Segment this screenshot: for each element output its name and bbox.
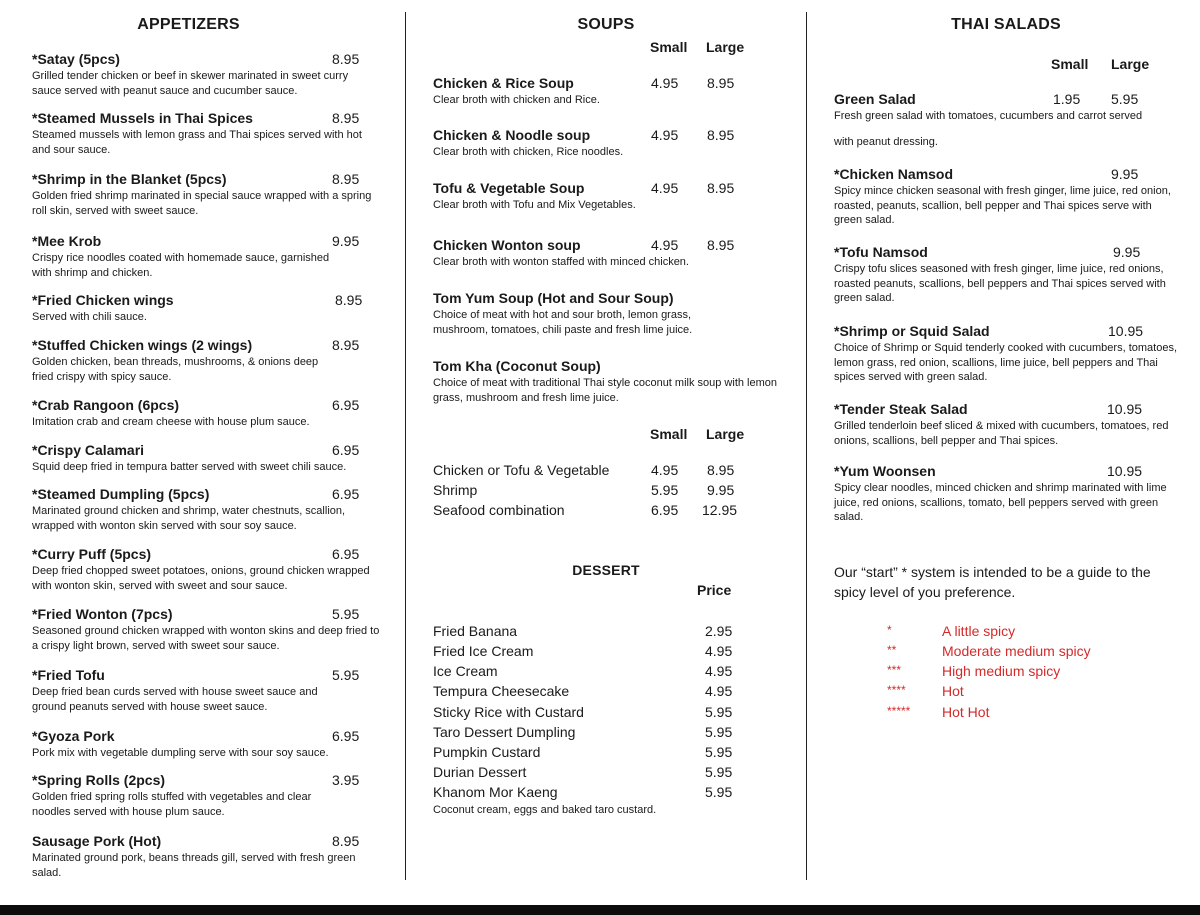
item-description: Choice of Shrimp or Squid tenderly cooked with cucumbers, tomatoes, lemon grass, red onion, scallions, lime juice, bell peppers and Thai spices served with green salad.	[834, 342, 1177, 383]
item-description: Grilled tender chicken or beef in skewer marinated in sweet curry sauce served with peanut sauce and cucumber sauce.	[32, 70, 349, 97]
choice-row	[433, 502, 773, 520]
dessert-price: 5.95	[705, 784, 733, 800]
dessert-name: Taro Dessert Dumpling	[433, 724, 576, 740]
item-price: 10.95	[1107, 463, 1143, 479]
soup-item	[433, 358, 793, 405]
item-description: Clear broth with wonton staffed with minced chicken.	[433, 256, 689, 268]
item-price: 6.95	[332, 546, 360, 562]
item-price: 5.95	[332, 606, 360, 622]
item-price-small: 4.95	[651, 127, 679, 143]
appetizer-item	[32, 292, 372, 325]
dessert-heading: DESSERT	[572, 562, 640, 578]
dessert-row	[433, 663, 743, 681]
appetizer-item	[32, 233, 360, 280]
column-divider	[806, 12, 807, 880]
dessert-name: Pumpkin Custard	[433, 744, 541, 760]
item-name: *Shrimp in the Blanket (5pcs)	[32, 171, 227, 187]
choice-row	[433, 462, 773, 480]
soup-item	[433, 127, 793, 160]
appetizer-item	[32, 667, 360, 714]
soups-small-header: Small	[650, 39, 688, 55]
appetizer-item	[32, 442, 392, 475]
item-description: Clear broth with Tofu and Mix Vegetables.	[433, 199, 636, 211]
dessert-name: Sticky Rice with Custard	[433, 704, 584, 720]
item-name: *Mee Krob	[32, 233, 102, 249]
item-name: *Satay (5pcs)	[32, 51, 120, 67]
column-divider	[405, 12, 406, 880]
item-description: Choice of meat with hot and sour broth, lemon grass, mushroom, tomatoes, chili paste and fresh lime juice.	[433, 309, 693, 336]
soup-item	[433, 75, 793, 108]
dessert-name: Tempura Cheesecake	[433, 683, 570, 699]
item-price: 9.95	[332, 233, 360, 249]
dessert-price: 5.95	[705, 764, 733, 780]
choice-price-small: 6.95	[651, 502, 679, 518]
item-price-large: 8.95	[707, 127, 735, 143]
spice-stars: ***	[887, 663, 902, 677]
choice-row	[433, 482, 773, 500]
item-description: Seasoned ground chicken wrapped with wonton skins and deep fried to a crispy light brown, served with sweet sour sauce.	[32, 625, 380, 652]
item-description: Golden fried spring rolls stuffed with vegetables and clear noodles served with house plum sauce.	[32, 791, 312, 818]
item-price-small: 4.95	[651, 180, 679, 196]
item-name: Chicken & Rice Soup	[433, 75, 574, 91]
dessert-row	[433, 643, 743, 661]
salads-heading: THAI SALADS	[951, 16, 1061, 33]
choice-price-large: 12.95	[702, 502, 738, 518]
dessert-price: 5.95	[705, 724, 733, 740]
spice-label: A little spicy	[942, 623, 1016, 639]
item-name: *Crab Rangoon (6pcs)	[32, 397, 180, 413]
item-name: Tom Yum Soup (Hot and Sour Soup)	[433, 290, 674, 306]
item-description: Pork mix with vegetable dumpling serve with sour soy sauce.	[32, 747, 329, 759]
item-name: Tom Kha (Coconut Soup)	[433, 358, 601, 374]
item-price: 6.95	[332, 728, 360, 744]
spice-label: High medium spicy	[942, 663, 1061, 679]
item-description: Fresh green salad with tomatoes, cucumbers and carrot served	[834, 110, 1143, 122]
item-price: 6.95	[332, 397, 360, 413]
item-name: *Yum Woonsen	[834, 463, 936, 479]
soup-item	[433, 290, 743, 337]
item-name: Sausage Pork (Hot)	[32, 833, 162, 849]
item-name: *Spring Rolls (2pcs)	[32, 772, 166, 788]
dessert-row	[433, 623, 743, 641]
salads-small-header: Small	[1051, 56, 1089, 72]
item-price: 8.95	[332, 110, 360, 126]
item-description: Choice of meat with traditional Thai style coconut milk soup with lemon grass, mushroom and fresh lime juice.	[433, 377, 778, 404]
soups-heading: SOUPS	[577, 16, 635, 33]
appetizer-item	[32, 606, 382, 653]
item-name: *Crispy Calamari	[32, 442, 145, 458]
item-description: Marinated ground pork, beans threads gill, served with fresh green salad.	[32, 852, 356, 879]
item-price: 9.95	[1111, 166, 1139, 182]
dessert-name: Fried Ice Cream	[433, 643, 534, 659]
item-price: 8.95	[332, 171, 360, 187]
choice-price-large: 8.95	[707, 462, 735, 478]
dessert-row	[433, 764, 743, 782]
choice-price-small: 5.95	[651, 482, 679, 498]
spice-stars: **	[887, 643, 897, 657]
item-price: 8.95	[332, 337, 360, 353]
dessert-row	[433, 724, 743, 742]
item-price: 9.95	[1113, 244, 1141, 260]
choice-price-large: 9.95	[707, 482, 735, 498]
item-description: Spicy mince chicken seasonal with fresh ginger, lime juice, red onion, roasted, peanuts, scallion, bell pepper and Thai spices serve with green salad.	[834, 185, 1171, 226]
item-description-cont: with peanut dressing.	[834, 135, 938, 148]
item-price-small: 4.95	[651, 75, 679, 91]
salads-large-header: Large	[1111, 56, 1150, 72]
item-price: 5.95	[332, 667, 360, 683]
item-price: 8.95	[335, 292, 363, 308]
appetizer-item	[32, 337, 360, 384]
spice-label: Moderate medium spicy	[942, 643, 1091, 659]
appetizer-item	[32, 486, 382, 533]
dessert-price: 4.95	[705, 683, 733, 699]
choice-name: Shrimp	[433, 482, 478, 498]
item-name: Chicken & Noodle soup	[433, 127, 591, 143]
item-name: *Shrimp or Squid Salad	[834, 323, 990, 339]
item-description: Deep fried bean curds served with house sweet sauce and ground peanuts served with house sweet sauce.	[32, 686, 318, 713]
item-name: *Tender Steak Salad	[834, 401, 968, 417]
appetizer-item	[32, 397, 377, 430]
item-name: *Chicken Namsod	[834, 166, 954, 182]
dessert-row	[433, 744, 743, 762]
item-description: Squid deep fried in tempura batter served with sweet chili sauce.	[32, 461, 347, 473]
item-price: 8.95	[332, 51, 360, 67]
dessert-row	[433, 704, 743, 722]
item-description: Crispy tofu slices seasoned with fresh ginger, lime juice, red onions, roasted peanuts, scallions, bell peppers and Thai spices served with green salad.	[834, 263, 1166, 304]
spice-label: Hot	[942, 683, 964, 699]
dessert-note: Coconut cream, eggs and baked taro custard.	[433, 804, 657, 816]
appetizer-item	[32, 546, 370, 593]
item-name: *Steamed Mussels in Thai Spices	[32, 110, 253, 126]
item-price-small: 1.95	[1053, 91, 1081, 107]
item-price: 8.95	[332, 833, 360, 849]
dessert-name: Durian Dessert	[433, 764, 527, 780]
item-name: *Steamed Dumpling (5pcs)	[32, 486, 210, 502]
item-name: *Gyoza Pork	[32, 728, 115, 744]
item-price: 10.95	[1107, 401, 1143, 417]
item-description: Imitation crab and cream cheese with house plum sauce.	[32, 416, 310, 428]
appetizer-item	[32, 171, 372, 218]
salad-item	[834, 401, 1179, 448]
appetizer-item	[32, 51, 364, 98]
item-description: Served with chili sauce.	[32, 311, 147, 323]
item-price: 3.95	[332, 772, 360, 788]
spice-label: Hot Hot	[942, 704, 990, 720]
item-price: 10.95	[1108, 323, 1144, 339]
choice-large-header: Large	[706, 426, 745, 442]
dessert-row	[433, 784, 743, 802]
dessert-name: Ice Cream	[433, 663, 498, 679]
choice-small-header: Small	[650, 426, 688, 442]
choice-name: Chicken or Tofu & Vegetable	[433, 462, 610, 478]
choice-price-small: 4.95	[651, 462, 679, 478]
item-name: *Fried Chicken wings	[32, 292, 174, 308]
soup-item	[433, 180, 793, 213]
spice-stars: *	[887, 623, 892, 637]
salad-item	[834, 244, 1179, 306]
item-description: Clear broth with chicken and Rice.	[433, 94, 600, 106]
appetizer-item	[32, 110, 372, 157]
item-price: 6.95	[332, 486, 360, 502]
item-description: Golden fried shrimp marinated in special sauce wrapped with a spring roll skin, served with sweet sauce.	[32, 190, 372, 217]
soup-item	[433, 237, 793, 270]
soups-large-header: Large	[706, 39, 745, 55]
dessert-price: 4.95	[705, 643, 733, 659]
item-description: Spicy clear noodles, minced chicken and shrimp marinated with lime juice, red onions, scallions, tomato, bell peppers served with green salad.	[834, 482, 1167, 523]
item-price: 6.95	[332, 442, 360, 458]
item-price-small: 4.95	[651, 237, 679, 253]
item-description: Clear broth with chicken, Rice noodles.	[433, 146, 624, 158]
dessert-price: 2.95	[705, 623, 733, 639]
dessert-name: Fried Banana	[433, 623, 518, 639]
appetizers-heading: APPETIZERS	[137, 16, 240, 33]
item-name: Green Salad	[834, 91, 916, 107]
item-description: Steamed mussels with lemon grass and Thai spices served with hot and sour sauce.	[32, 129, 362, 156]
choice-name: Seafood combination	[433, 502, 565, 518]
item-description: Crispy rice noodles coated with homemade sauce, garnished with shrimp and chicken.	[32, 252, 330, 279]
item-price-large: 5.95	[1111, 91, 1139, 107]
dessert-price: 4.95	[705, 663, 733, 679]
item-name: *Fried Tofu	[32, 667, 105, 683]
dessert-price: 5.95	[705, 704, 733, 720]
dessert-name: Khanom Mor Kaeng	[433, 784, 558, 800]
item-description: Deep fried chopped sweet potatoes, onions, ground chicken wrapped with wonton skin, served with sweet and sour sauce.	[32, 565, 370, 592]
item-name: *Stuffed Chicken wings (2 wings)	[32, 337, 253, 353]
item-description: Golden chicken, bean threads, mushrooms, & onions deep fried crispy with spicy sauce.	[32, 356, 319, 383]
item-price-large: 8.95	[707, 237, 735, 253]
item-description: Marinated ground chicken and shrimp, water chestnuts, scallion, wrapped with wonton skin served with sour soy sauce.	[32, 505, 346, 532]
item-name: Tofu & Vegetable Soup	[433, 180, 585, 196]
dessert-price: 5.95	[705, 744, 733, 760]
item-name: *Tofu Namsod	[834, 244, 928, 260]
salad-item	[834, 463, 1184, 525]
dessert-row	[433, 683, 743, 701]
appetizer-item	[32, 833, 372, 880]
item-name: *Curry Puff (5pcs)	[32, 546, 152, 562]
salad-item	[834, 91, 1184, 149]
bottom-black-bar	[0, 905, 1200, 915]
item-name: *Fried Wonton (7pcs)	[32, 606, 173, 622]
dessert-price-header: Price	[697, 582, 732, 598]
spicy-note: Our “start” * system is intended to be a guide to the spicy level of you preference.	[834, 564, 1151, 600]
appetizer-item	[32, 772, 360, 819]
item-description: Grilled tenderloin beef sliced & mixed with cucumbers, tomatoes, red onions, scallions, bell pepper and Thai spices.	[834, 420, 1169, 447]
salad-item	[834, 323, 1179, 385]
appetizer-item	[32, 728, 372, 761]
salad-item	[834, 166, 1179, 228]
spice-stars: ****	[887, 683, 906, 697]
item-name: Chicken Wonton soup	[433, 237, 581, 253]
item-price-large: 8.95	[707, 180, 735, 196]
item-price-large: 8.95	[707, 75, 735, 91]
spice-stars: *****	[887, 704, 911, 718]
